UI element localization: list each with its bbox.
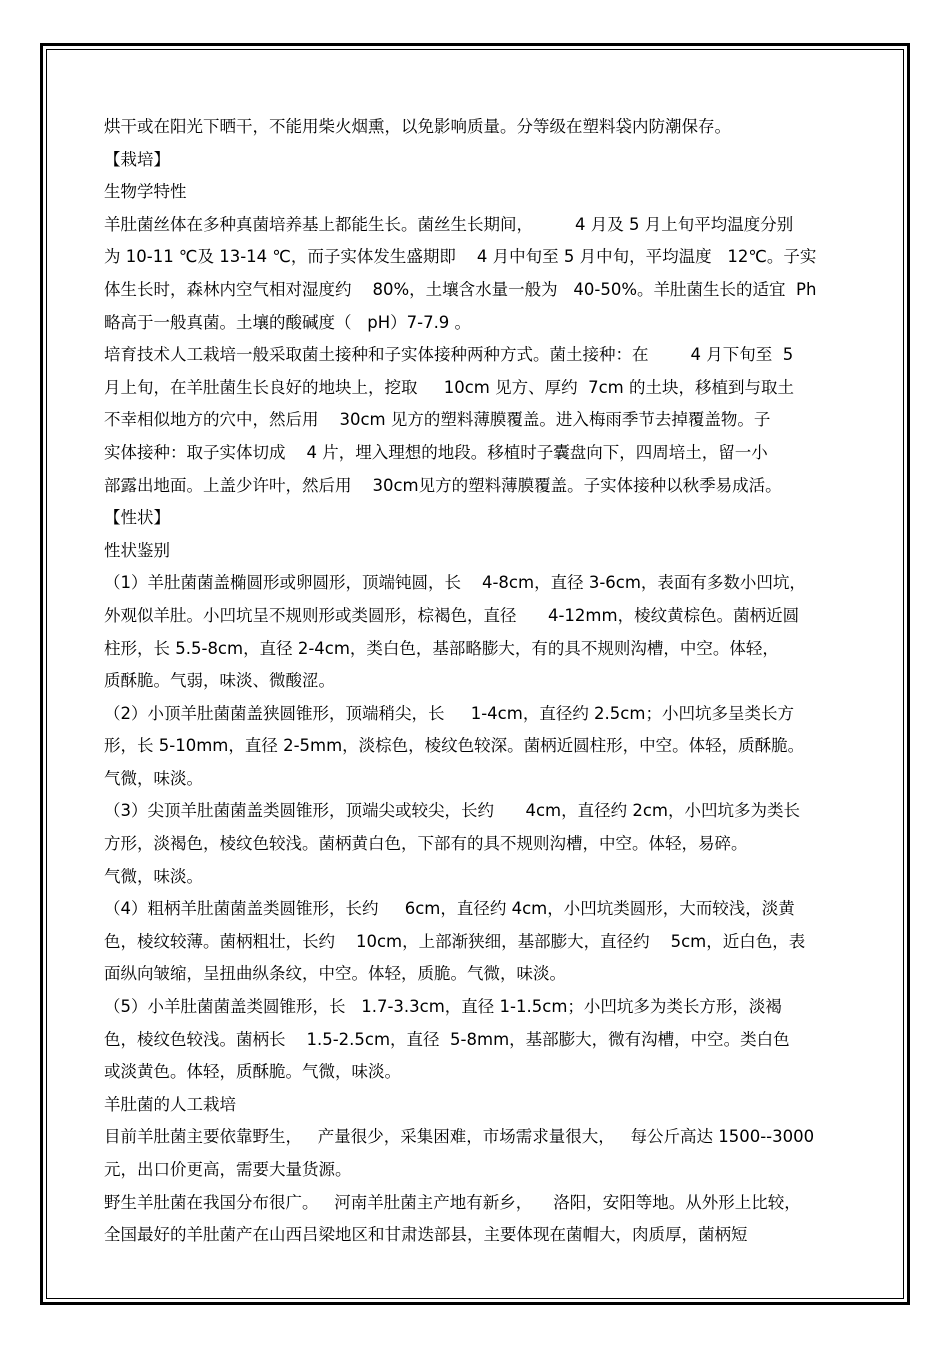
- text-line: 为 10-11 ℃及 13-14 ℃，而子实体发生盛期即 4 月中旬至 5 月中旬，平均温度 12℃。子实: [104, 247, 817, 267]
- text-line: 方形，淡褐色，棱纹色较浅。菌柄黄白色，下部有的具不规则沟槽，中空。体轻，易碎。: [104, 834, 748, 854]
- text-line: 外观似羊肚。小凹坑呈不规则形或类圆形，棕褐色，直径 4-12mm，棱纹黄棕色。菌柄近圆: [104, 605, 800, 625]
- text-line: 体生长时，森林内空气相对湿度约 80%，土壤含水量一般为 40-50%。羊肚菌生长的适宜 Ph: [104, 279, 817, 299]
- text-line: 元，出口价更高，需要大量货源。: [104, 1160, 352, 1179]
- section-heading-cultivation: 【栽培】: [104, 149, 170, 169]
- text-line: （3）尖顶羊肚菌菌盖类圆锥形，顶端尖或较尖，长约 4cm，直径约 2cm，小凹坑多为类长: [104, 801, 800, 821]
- text-line: 羊肚菌丝体在多种真菌培养基上都能生长。菌丝生长期间， 4 月及 5 月上旬平均温度分别: [104, 214, 794, 234]
- text-line: 培育技术人工栽培一般采取菌土接种和子实体接种两种方式。菌土接种：在 4 月下旬至 5: [104, 345, 794, 365]
- text-line: 或淡黄色。体轻，质酥脆。气微，味淡。: [104, 1062, 401, 1082]
- text-line: 烘干或在阳光下晒干，不能用柴火烟熏，以免影响质量。分等级在塑料袋内防潮保存。: [104, 117, 731, 136]
- text-line: 目前羊肚菌主要依靠野生， 产量很少，采集困难，市场需求量很大， 每公斤高达 1500--3000: [104, 1127, 815, 1147]
- text-line: 不幸相似地方的穴中，然后用 30cm 见方的塑料薄膜覆盖。进入梅雨季节去掉覆盖物。子: [104, 410, 771, 430]
- subheading-biology: 生物学特性: [104, 182, 187, 202]
- text-line: （5）小羊肚菌菌盖类圆锥形，长 1.7-3.3cm，直径 1-1.5cm；小凹坑多为类长方形，淡褐: [104, 997, 782, 1017]
- text-line: （4）粗柄羊肚菌菌盖类圆锥形，长约 6cm，直径约 4cm，小凹坑类圆形，大而较浅，淡黄: [104, 899, 795, 919]
- text-line: 实体接种：取子实体切成 4 片，埋入理想的地段。移植时子囊盘向下，四周培土，留一小: [104, 442, 768, 462]
- text-line: 柱形，长 5.5-8cm，直径 2-4cm，类白色，基部略膨大，有的具不规则沟槽，中空。体轻，: [104, 638, 779, 658]
- section-heading-properties: 【性状】: [104, 508, 170, 528]
- subheading-artificial-cultivation: 羊肚菌的人工栽培: [104, 1094, 236, 1114]
- text-line: （2）小顶羊肚菌菌盖狭圆锥形，顶端稍尖，长 1-4cm，直径约 2.5cm；小凹坑多呈类长方: [104, 703, 794, 723]
- text-line: 略高于一般真菌。土壤的酸碱度（ pH）7-7.9 。: [104, 312, 472, 332]
- text-line: 全国最好的羊肚菌产在山西吕梁地区和甘肃迭部县，主要体现在菌帽大，肉质厚，菌柄短: [104, 1225, 748, 1245]
- text-line: 色，棱纹色较浅。菌柄长 1.5-2.5cm，直径 5-8mm，基部膨大，微有沟槽，中空。类白色: [104, 1029, 790, 1049]
- text-line: 色，棱纹较薄。菌柄粗壮，长约 10cm，上部渐狭细，基部膨大，直径约 5cm，近白色，表: [104, 931, 806, 951]
- text-line: 野生羊肚菌在我国分布很广。 河南羊肚菌主产地有新乡， 洛阳，安阳等地。从外形上比较，: [104, 1192, 801, 1212]
- document-body: [104, 111, 864, 1252]
- text-line: （1）羊肚菌菌盖椭圆形或卵圆形，顶端钝圆，长 4-8cm，直径 3-6cm，表面有多数小凹坑，: [104, 573, 806, 593]
- text-line: 气微，味淡。: [104, 866, 203, 886]
- text-line: 面纵向皱缩，呈扭曲纵条纹，中空。体轻，质脆。气微，味淡。: [104, 964, 566, 984]
- text-line: 形，长 5-10mm，直径 2-5mm，淡棕色，棱纹色较深。菌柄近圆柱形，中空。体轻，质酥脆。: [104, 736, 805, 756]
- text-line: 部露出地面。上盖少许叶，然后用 30cm见方的塑料薄膜覆盖。子实体接种以秋季易成活。: [104, 475, 782, 495]
- text-line: 气微，味淡。: [104, 768, 203, 788]
- text-line: 质酥脆。气弱，味淡、微酸涩。: [104, 671, 335, 691]
- subheading-identification: 性状鉴别: [104, 540, 170, 560]
- text-line: 月上旬，在羊肚菌生长良好的地块上，挖取 10cm 见方、厚约 7cm 的土块，移植到与取土: [104, 377, 794, 397]
